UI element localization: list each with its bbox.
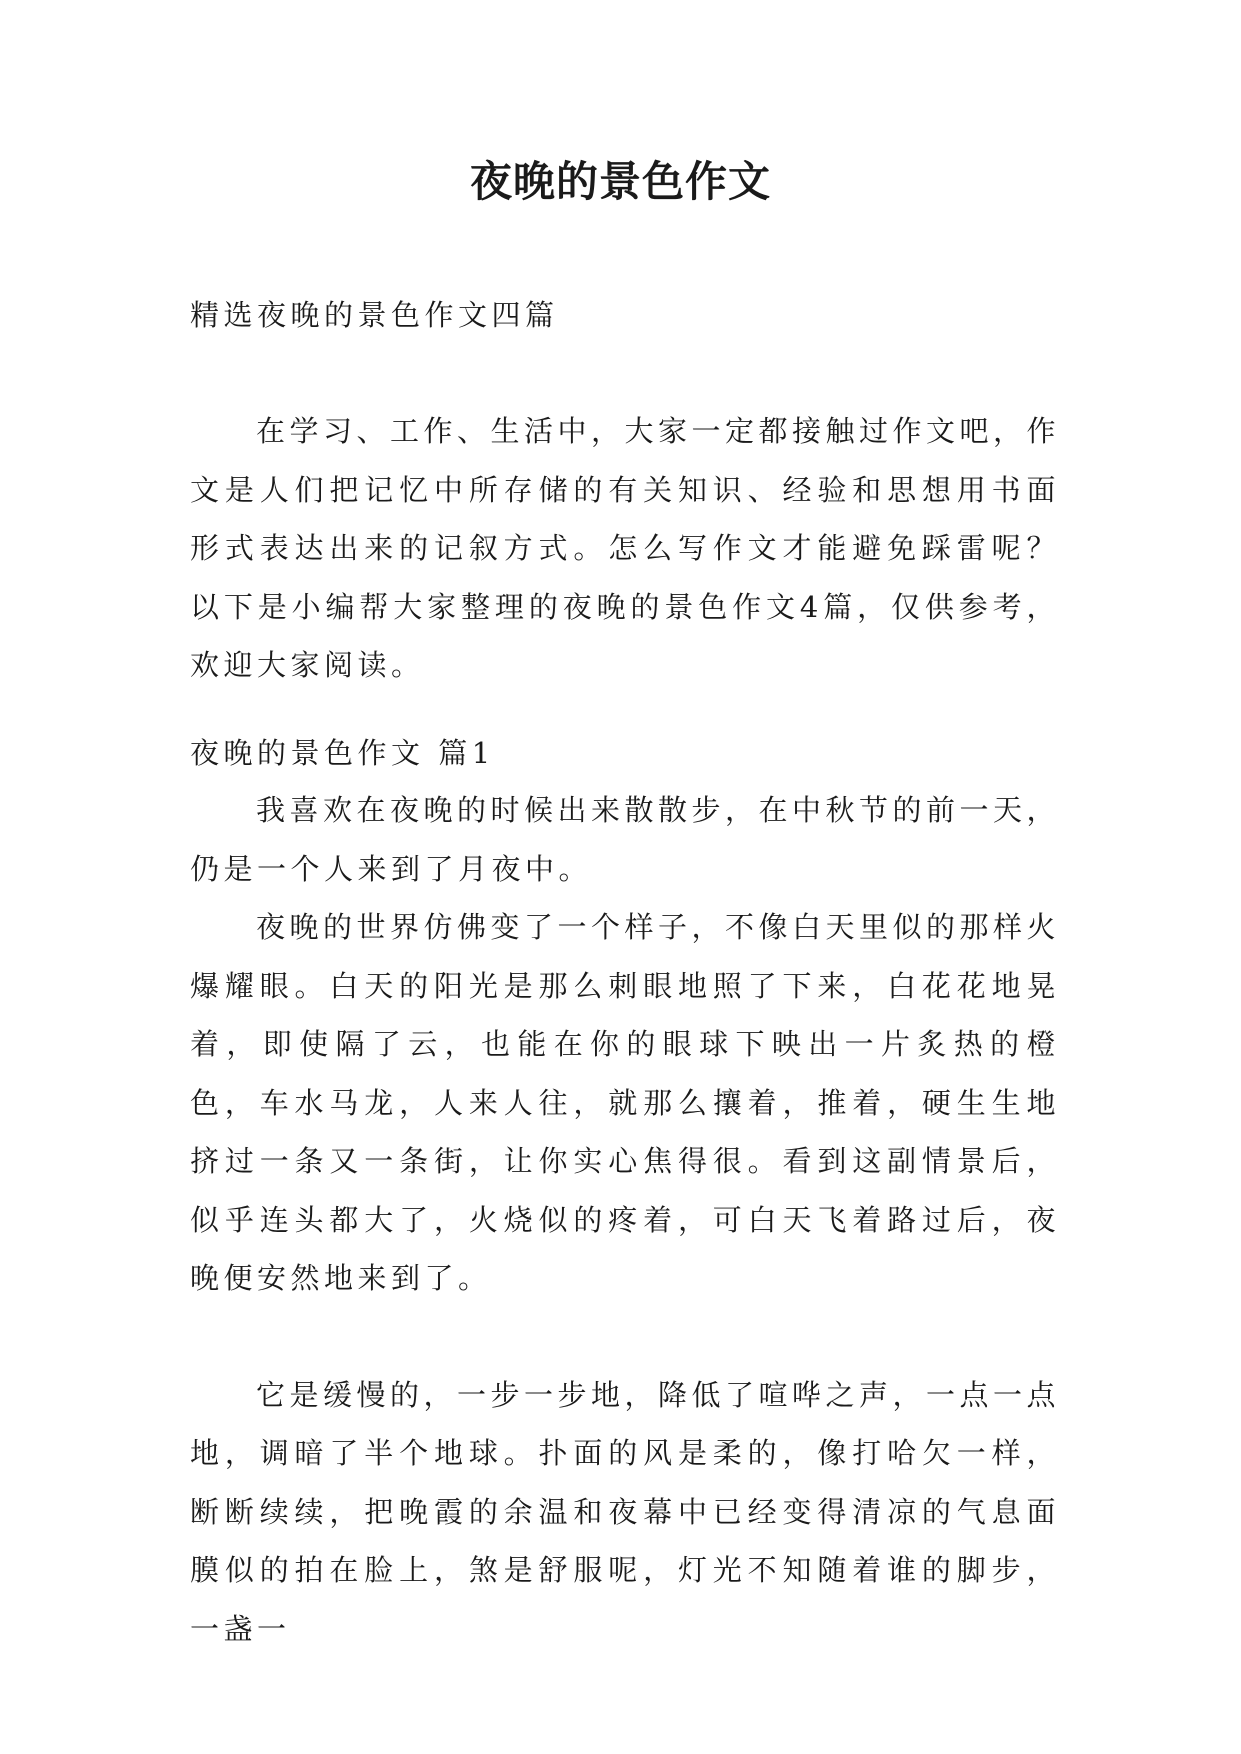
section-body	[190, 781, 1060, 1658]
intro-paragraph: 在学习、工作、生活中，大家一定都接触过作文吧，作文是人们把记忆中所存储的有关知识、经验和思想用书面形式表达出来的记叙方式。怎么写作文才能避免踩雷呢？以下是小编帮大家整理的夜晚的景色作文4篇，仅供参考，欢迎大家阅读。	[190, 414, 1061, 682]
body-paragraph-1: 我喜欢在夜晚的时候出来散散步，在中秋节的前一天，仍是一个人来到了月夜中。	[190, 793, 1061, 886]
document-title: 夜晚的景色作文	[469, 157, 771, 206]
document-subtitle: 精选夜晚的景色作文四篇	[190, 298, 559, 332]
body-paragraph-3: 它是缓慢的，一步一步地，降低了喧哗之声，一点一点地，调暗了半个地球。扑面的风是柔的，像打哈欠一样，断断续续，把晚霞的余温和夜幕中已经变得清凉的气息面膜似的拍在脸上，煞是舒服呢，灯光不知随着谁的脚步，一盏一	[190, 1377, 1061, 1646]
section-heading: 夜晚的景色作文 篇1	[190, 736, 495, 770]
body-paragraph-2: 夜晚的世界仿佛变了一个样子，不像白天里似的那样火爆耀眼。白天的阳光是那么刺眼地照了下来，白花花地晃着，即使隔了云，也能在你的眼球下映出一片炙热的橙色，车水马龙，人来人往，就那么攘着，推着，硬生生地挤过一条又一条街，让你实心焦得很。看到这副情景后，似乎连头都大了，火烧似的疼着，可白天飞着路过后，夜晚便安然地来到了。	[190, 910, 1061, 1295]
